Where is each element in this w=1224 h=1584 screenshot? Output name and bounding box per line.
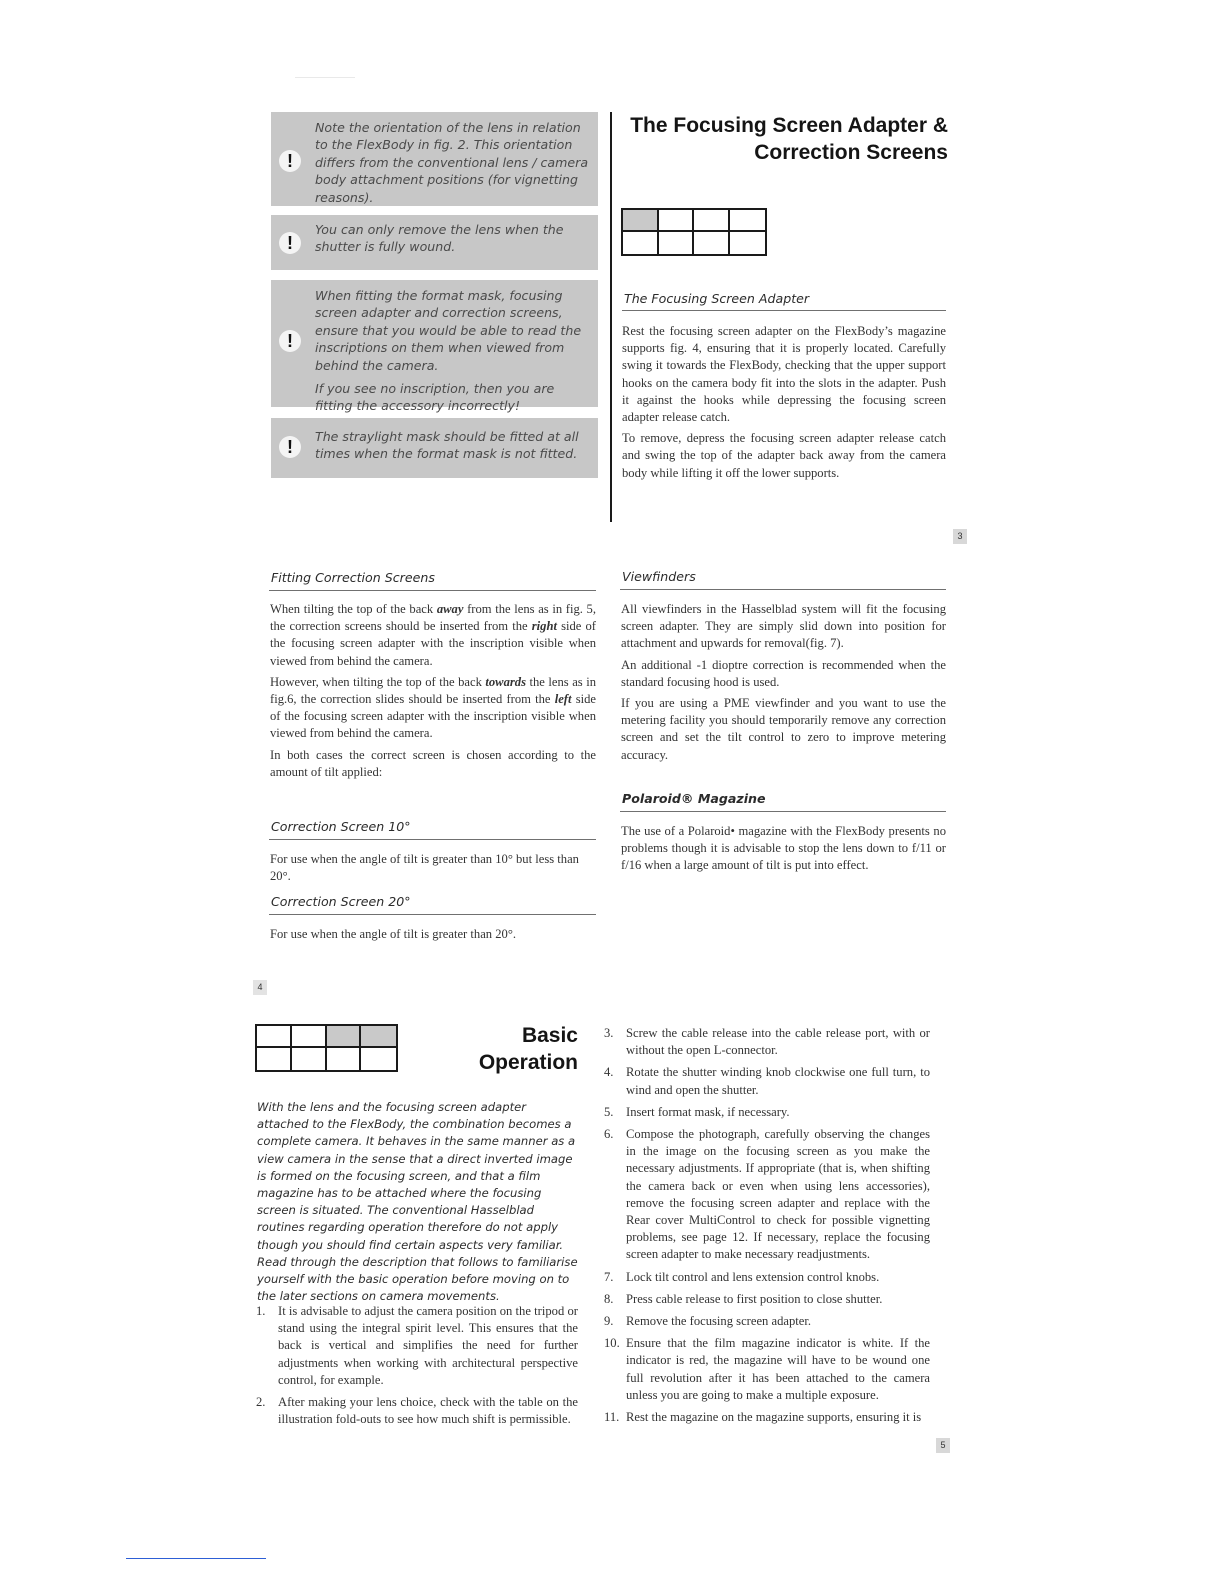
- subhead-fitting-correction-screens: Fitting Correction Screens: [271, 570, 435, 585]
- warning-box-straylight: [271, 418, 598, 478]
- page-number: 4: [253, 980, 267, 995]
- warning-icon: !: [279, 232, 301, 254]
- subhead-rule: [269, 914, 596, 915]
- grid-cell: [730, 232, 766, 254]
- grid-cell-highlighted: [623, 210, 659, 232]
- warning-icon: !: [279, 436, 301, 458]
- grid-cell: [659, 210, 695, 232]
- grid-cell: [730, 210, 766, 232]
- list-item: 5. Insert format mask, if necessary.: [604, 1104, 790, 1119]
- subhead-rule: [269, 839, 596, 840]
- correction-screen-20-text: For use when the angle of tilt is greater than 20°.: [270, 927, 517, 941]
- grid-cell: [361, 1048, 396, 1070]
- subhead-rule: [269, 590, 596, 591]
- subhead-polaroid-magazine: Polaroid® Magazine: [622, 791, 766, 806]
- warning-paragraph: If you see no inscription, then you are fitting the accessory incorrectly!: [315, 381, 555, 414]
- scan-mark: [295, 77, 355, 78]
- warning-box-format-mask: [271, 280, 598, 414]
- body-paragraph: However, when tilting the top of the back towards the lens as in fig.6, the correction slides should be inserted from the left side of the focusing screen adapter with the inscription visible when viewed from behind the camera.: [270, 674, 597, 741]
- list-item: 1. It is advisable to adjust the camera position on the tripod or stand using the integral spirit level. This ensures that the back is vertical and simplifies the need for further adjustments when working with architectural perspective control, for example.: [256, 1304, 578, 1387]
- grid-cell: [694, 232, 730, 254]
- warning-icon: !: [279, 330, 301, 352]
- fold-out-grid-icon: [255, 1024, 398, 1072]
- subhead-rule: [622, 310, 946, 311]
- list-item: 4. Rotate the shutter winding knob clockwise one full turn, to wind and open the shutter.: [604, 1065, 930, 1097]
- body-paragraph: When tilting the top of the back away from the lens as in fig. 5, the correction screens should be inserted from the right side of the focusing screen adapter with the inscription visible when viewed from behind the camera.: [270, 602, 597, 668]
- list-item: 11. Rest the magazine on the magazine supports, ensuring it is: [604, 1410, 922, 1425]
- fold-out-grid-icon: [621, 208, 767, 256]
- warning-text: [315, 428, 592, 463]
- grid-cell: [257, 1048, 292, 1070]
- list-item: 9. Remove the focusing screen adapter.: [604, 1314, 811, 1329]
- list-item: 7. Lock tilt control and lens extension control knobs.: [604, 1269, 880, 1284]
- subhead-viewfinders: Viewfinders: [622, 569, 696, 584]
- grid-cell: [659, 232, 695, 254]
- subhead-rule: [620, 811, 946, 812]
- warning-paragraph: When fitting the format mask, focusing screen adapter and correction screens, ensure that you would be able to read the inscriptions on them when viewed from behind the camera.: [315, 288, 582, 373]
- section-title: [630, 112, 948, 166]
- column-divider: [610, 112, 612, 522]
- polaroid-body: The use of a Polaroid• magazine with the FlexBody presents no problems though it is advisable to stop the lens down to f/11 or f/16 when a large amount of tilt is put into effect.: [621, 824, 946, 873]
- body-paragraph: Rest the focusing screen adapter on the FlexBody’s magazine supports fig. 4, ensuring that it is properly located. Carefully swing it towards the FlexBody, checking that the upper support hooks on the camera body fit into the slots in the adapter. Push it against the hooks while depressing the focusing screen adapter release catch.: [622, 324, 946, 425]
- list-item: 6. Compose the photograph, carefully observing the changes in the image on the focusing screen as you make the necessary adjustments. If appropriate (that is, when shifting the camera back or even when using lens accessories), remove the focusing screen adapter and replace with the Rear cover MultiControl to check for possible vignetting problems, see page 12. If necessary, replace the focusing screen adapter to make necessary readjustments.: [604, 1127, 930, 1262]
- scan-mark: [126, 1558, 266, 1559]
- basic-operation-title: Basic Operation: [478, 1024, 578, 1074]
- warning-box-remove-lens: [271, 215, 598, 270]
- subhead-focusing-screen-adapter: The Focusing Screen Adapter: [624, 291, 810, 306]
- subhead-correction-screen-10: Correction Screen 10°: [271, 819, 411, 834]
- body-paragraph: To remove, depress the focusing screen adapter release catch and swing the top of the adapter back away from the camera body while lifting it off the lower supports.: [622, 431, 946, 480]
- section-title-line: The Focusing Screen Adapter &: [630, 114, 948, 137]
- body-paragraph: All viewfinders in the Hasselblad system will fit the focusing screen adapter. They are simply slid down into position for attachment and upwards for removal(fig. 7).: [621, 602, 946, 651]
- warning-text: [315, 221, 592, 256]
- list-item: 3. Screw the cable release into the cable release port, with or without the open L-connector.: [604, 1026, 930, 1058]
- warning-box-orientation: [271, 112, 598, 206]
- section-title-line: Correction Screens: [754, 141, 948, 164]
- body-paragraph: In both cases the correct screen is chosen according to the amount of tilt applied:: [270, 747, 596, 779]
- list-item: 2. After making your lens choice, check with the table on the illustration fold-outs to see how much shift is permissible.: [256, 1395, 578, 1427]
- basic-operation-intro: With the lens and the focusing screen adapter attached to the FlexBody, the combination becomes a complete camera. It behaves in the same manner as a view camera in the sense that a direct inverted image is formed on the focusing screen, and that a film magazine has to be attached where the focusing screen is situated. The conventional Hasselblad routines regarding operation therefore do not apply though you should find certain aspects very familiar. Read through the description that follows to familiarise yourself with the basic operation before moving on to the later sections on camera movements.: [257, 1100, 578, 1304]
- body-paragraph: If you are using a PME viewfinder and you want to use the metering facility you should temporarily remove any correction screen and set the tilt control to zero to improve metering accuracy.: [621, 696, 946, 762]
- grid-cell: [292, 1048, 327, 1070]
- warning-text: [315, 119, 592, 206]
- steps-list-left: [256, 1303, 578, 1433]
- warning-paragraph: Note the orientation of the lens in relation to the FlexBody in fig. 2. This orientation differs from the conventional lens / camera body attachment positions (for vignetting reasons).: [315, 120, 589, 205]
- warning-text: [315, 287, 592, 415]
- list-item: 10. Ensure that the film magazine indicator is white. If the indicator is red, the magazine will have to be wound one full revolution after it has been attached to the camera unless you are going to make a multiple exposure.: [604, 1336, 930, 1402]
- focusing-adapter-body: [622, 323, 946, 482]
- page-number: 3: [953, 529, 967, 544]
- grid-cell: [327, 1048, 362, 1070]
- grid-cell: [257, 1026, 292, 1048]
- grid-cell-highlighted: [327, 1026, 362, 1048]
- page-number: 5: [936, 1438, 950, 1453]
- correction-screen-10-text: For use when the angle of tilt is greater than 10° but less than 20°.: [270, 852, 579, 884]
- subhead-correction-screen-20: Correction Screen 20°: [271, 894, 411, 909]
- grid-cell: [623, 232, 659, 254]
- list-item: 8. Press cable release to first position to close shutter.: [604, 1291, 883, 1306]
- grid-cell-highlighted: [361, 1026, 396, 1048]
- warning-paragraph: The straylight mask should be fitted at all times when the format mask is not fitted.: [315, 429, 579, 462]
- grid-cell: [292, 1026, 327, 1048]
- subhead-rule: [620, 589, 946, 590]
- fitting-correction-body: [270, 601, 596, 781]
- steps-list-right: [604, 1025, 930, 1431]
- warning-paragraph: You can only remove the lens when the shutter is fully wound.: [315, 222, 564, 255]
- body-paragraph: An additional -1 dioptre correction is recommended when the standard focusing hood is used.: [621, 657, 946, 689]
- warning-icon: !: [279, 150, 301, 172]
- viewfinders-body: [621, 601, 946, 764]
- grid-cell: [694, 210, 730, 232]
